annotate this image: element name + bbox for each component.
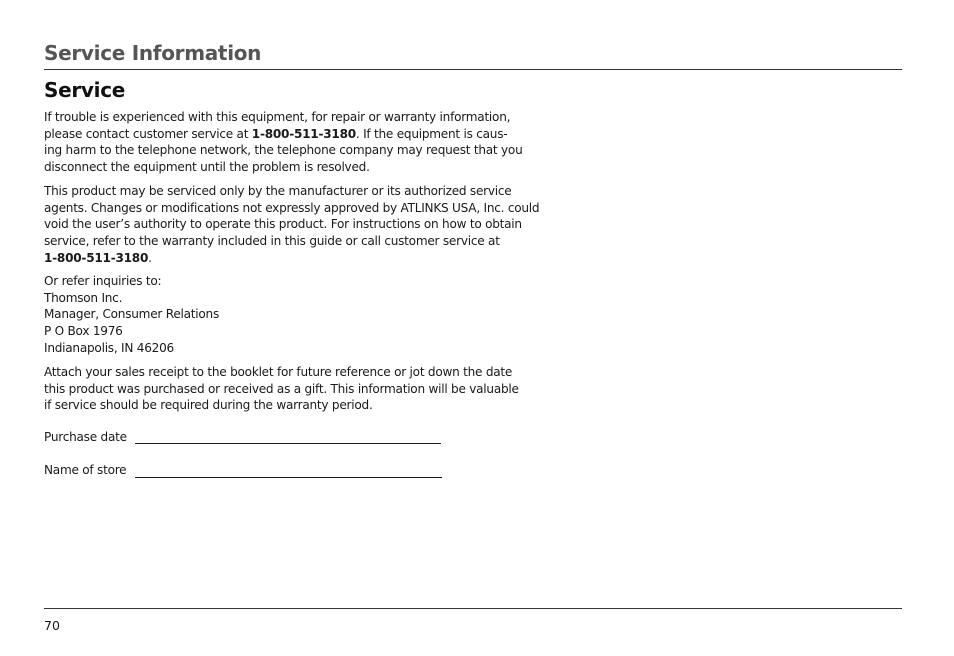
mailing-address	[44, 273, 564, 357]
address-company: Thomson Inc.	[44, 290, 123, 305]
authorized-service-paragraph	[44, 183, 564, 267]
paragraph-line: void the user’s authority to operate this product. For instructions on how to obtain	[44, 217, 522, 232]
store-name-label: Name of store	[44, 463, 127, 477]
paragraph-line	[44, 126, 564, 143]
paragraph-line: Attach your sales receipt to the booklet for future reference or jot down the date	[44, 365, 513, 379]
customer-service-phone: 1-800-511-3180	[44, 250, 149, 265]
address-city: Indianapolis, IN 46206	[44, 340, 174, 355]
customer-service-phone: 1-800-511-3180	[251, 126, 356, 141]
purchase-date-blank-line	[135, 443, 441, 444]
purchase-date-label: Purchase date	[44, 430, 127, 444]
paragraph-line: this product was purchased or received as a gift. This information will be valuable	[44, 381, 519, 396]
paragraph-line: disconnect the equipment until the problem is resolved.	[44, 160, 370, 175]
section-title: Service	[44, 78, 126, 102]
address-department: Manager, Consumer Relations	[44, 307, 219, 322]
paragraph-text: .	[148, 250, 152, 265]
paragraph-line: This product may be serviced only by the manufacturer or its authorized service	[44, 184, 512, 198]
footer-divider	[44, 608, 902, 609]
paragraph-line: agents. Changes or modifications not expressly approved by ATLINKS USA, Inc. could	[44, 200, 540, 215]
paragraph-line: if service should be required during the warranty period.	[44, 398, 373, 413]
sales-receipt-paragraph	[44, 364, 564, 414]
address-po-box: P O Box 1976	[44, 324, 123, 339]
page-header-title: Service Information	[44, 41, 262, 65]
paragraph-line: ing harm to the telephone network, the telephone company may request that you	[44, 143, 523, 158]
paragraph-text: . If the equipment is caus-	[355, 126, 508, 141]
paragraph-line: If trouble is experienced with this equipment, for repair or warranty information,	[44, 110, 511, 124]
page-number: 70	[44, 618, 60, 633]
store-name-blank-line	[135, 477, 442, 478]
header-divider	[44, 69, 902, 70]
trouble-paragraph	[44, 109, 564, 176]
paragraph-text: please contact customer service at	[44, 126, 252, 141]
address-intro: Or refer inquiries to:	[44, 274, 162, 288]
paragraph-line: service, refer to the warranty included in this guide or call customer service at	[44, 234, 500, 249]
paragraph-line	[44, 250, 564, 267]
